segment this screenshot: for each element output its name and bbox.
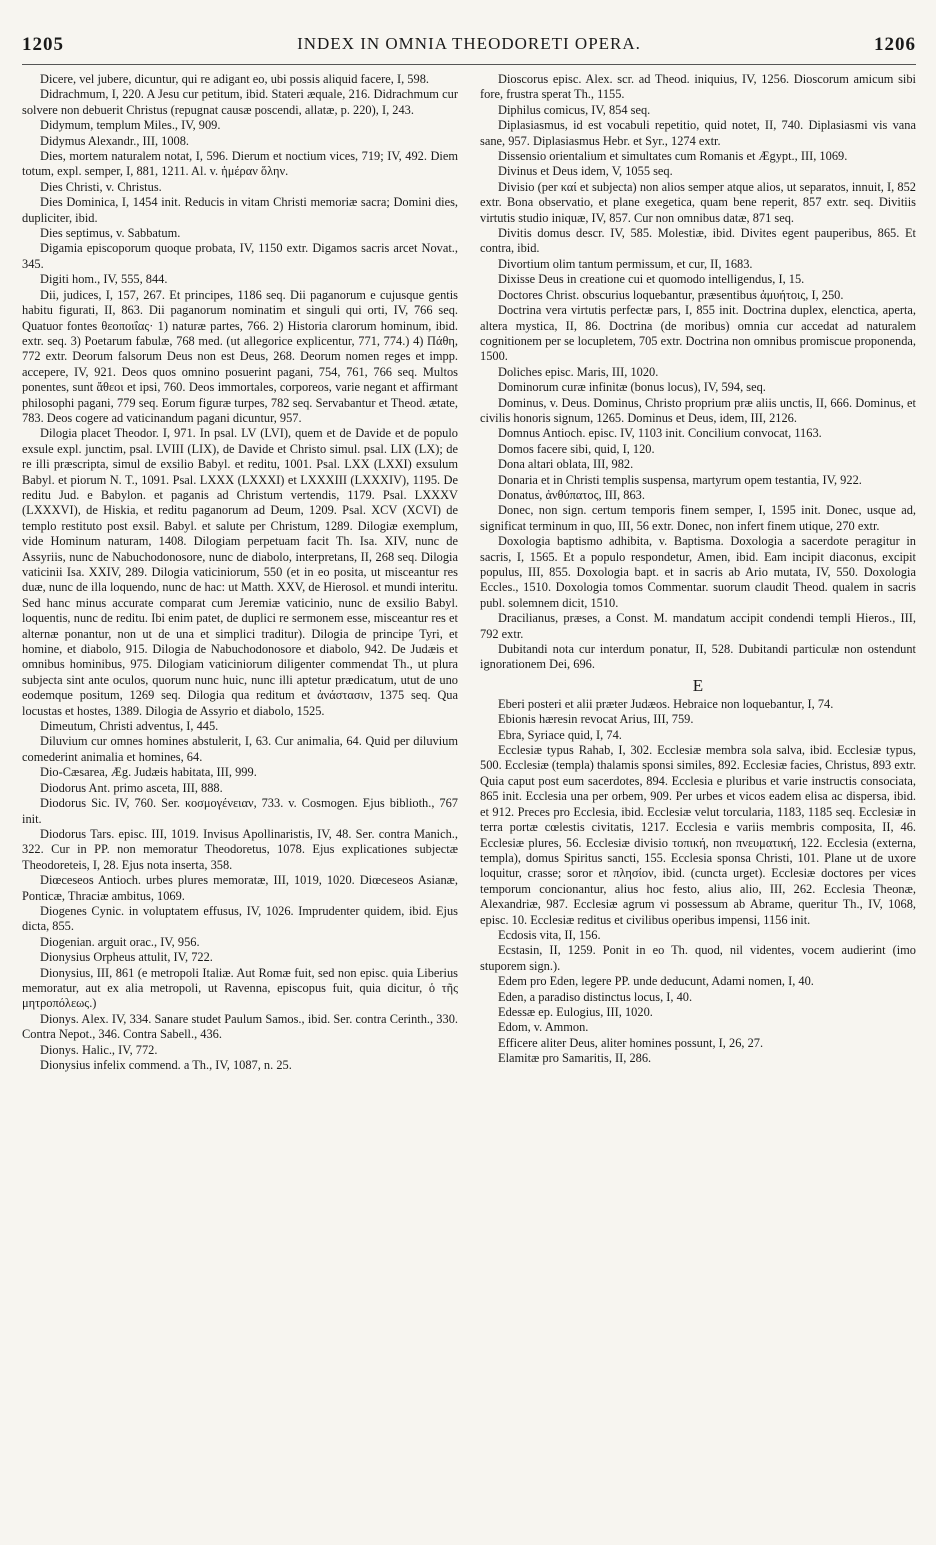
- index-entry: Donaria et in Christi templis suspensa, martyrum opem testantia, IV, 922.: [498, 472, 862, 487]
- index-entry: Dissensio orientalium et simultates cum Romanis et Ægypt., III, 1069.: [498, 149, 848, 164]
- page-header: [22, 34, 916, 60]
- index-entry: Dixisse Deus in creatione cui et quomodo intelligendus, I, 15.: [498, 272, 805, 287]
- index-entry: Edessæ ep. Eulogius, III, 1020.: [498, 1004, 653, 1019]
- index-entry: Dies, mortem naturalem notat, I, 596. Dierum et noctium vices, 719; IV, 492. Diem totum, expl. semper, I, 881, 1211. Al. v. ἡμέραν ὅλην.: [22, 149, 458, 179]
- index-entry: Ecdosis vita, II, 156.: [498, 927, 601, 942]
- index-entry: Dies Christi, v. Christus.: [40, 179, 162, 194]
- index-entry: Dominorum curæ infinitæ (bonus locus), IV, 594, seq.: [498, 380, 766, 395]
- index-entry: Dionys. Halic., IV, 772.: [40, 1042, 158, 1057]
- index-entry: Diodorus Tars. episc. III, 1019. Invisus Apollinaristis, IV, 48. Ser. contra Manich., 322. Cur in PP. non memoratur Theodoretus, 1078. Ejus explicationes subjectæ Theodoreteis, I, 28. Ejus nota inserta, 358.: [22, 826, 458, 872]
- index-entry: Dominus, v. Deus. Dominus, Christo proprium præ aliis unctis, II, 666. Dominus, et civilis honoris signum, 1265. Dominus et Deus, idem, III, 2126.: [480, 395, 916, 425]
- index-entry: Dionysius, III, 861 (e metropoli Italiæ. Aut Romæ fuit, sed non episc. quia Liberius memoratur, aut ex alia metropoli, ut Ravenna, episcopus fuit, quia dicitur, ὁ τῆς μητροπόλεως.): [22, 965, 458, 1011]
- index-entry: Ecclesiæ typus Rahab, I, 302. Ecclesiæ membra sola salva, ibid. Ecclesiæ typus, 500. Ecclesiæ (templa) thalamis sponsi similes, 892. Ecclesiæ facies, Christus, 893 extr. Quia caput post eum sacerdotes, 894. Ecclesia e pluribus et varie instructis consociata, 865 init. Ecclesia una per orbem, 909. Per urbes et vicos eadem elisa ac dispersa, ibid. et 912. Preces pro Ecclesia, ibid. Ecclesiæ velut torcularia, 1183, 1185 seq. Ecclesiæ in terra portæ cœlestis civitatis, 1217. Ecclesia e variis membris composita, II, 46. Ecclesiæ plures, 56. Ecclesiæ divisio τοπική, non πνευματική, 122. Ecclesia (externa, templa), domus Spiritus sancti, 155. Ecclesia sponsa Christi, 101. Plane ut de uxore loquitur, crasse; soror et πλησίον, ibid. (cuncta urget). Ecclesiæ doctores per vices temporum concionantur, alius hoc festo, alius alio, III, 262. Ecclesia Theonæ, Alexandriæ, 987. Ecclesiæ agrum vi possessum ab Abrame, queritur Th., IV, 1068, episc. 10. Ecclesiæ reditus et civilibus operibus impensi, 1156 init.: [480, 743, 917, 927]
- index-entry: Dubitandi nota cur interdum ponatur, II, 528. Dubitandi particulæ non ostendunt ignorationem Dei, 696.: [480, 642, 916, 672]
- index-entry: Elamitæ pro Samaritis, II, 286.: [498, 1051, 652, 1066]
- index-entry: Diœceseos Antioch. urbes plures memoratæ, III, 1019, 1020. Diœceseos Asianæ, Ponticæ, Thraciæ ambitus, 1069.: [22, 873, 458, 903]
- index-entry: Donec, non sign. certum temporis finem semper, I, 1595 init. Donec, usque ad, significat terminum in quo, III, 56 extr. Donec, non infert finem utique, 270 extr.: [480, 503, 916, 533]
- index-entry: Dionysius infelix commend. a Th., IV, 1087, n. 25.: [40, 1058, 292, 1072]
- index-entry: Domnus Antioch. episc. IV, 1103 init. Concilium convocat, 1163.: [498, 426, 822, 441]
- page-number-left: 1205: [22, 34, 64, 55]
- index-entry: Ebionis hæresin revocat Arius, III, 759.: [498, 712, 694, 727]
- header-rule: [22, 64, 916, 65]
- index-entry: Dionysius Orpheus attulit, IV, 722.: [40, 950, 213, 965]
- index-entry: Dimeutum, Christi adventus, I, 445.: [40, 719, 219, 734]
- index-entry: Diodorus Ant. primo asceta, III, 888.: [40, 780, 223, 795]
- index-entry: Divisio (per καί et subjecta) non alios semper atque alios, ut separatos, innuit, I, 852 extr. Bona observatio, et plane exegetica, quam bene reperit, 857 extr. seq. Divitiis virtutis studio iniquæ, IV, 857. Cur non omnibus datæ, 871 seq.: [480, 179, 916, 225]
- index-entry: Ecstasin, II, 1259. Ponit in eo Th. quod, nil videntes, vocem audierint (imo stuporem sign.).: [480, 943, 916, 973]
- index-entry: Doxologia baptismo adhibita, v. Baptisma. Doxologia a sacerdote peragitur in sacris, I, 1565. Et a populo respondetur, Amen, ibid. Eam incipit diaconus, excipit populus, III, 855. Doxologia bapt. et in sacris ab Ario mutata, IV, 550. Doxologia Eccles., 1510. Doxologia tomos Commentar. suorum claudit Theod. qualem in sacris publ. solemnem dicit, 1510.: [480, 534, 916, 610]
- index-entry: Edem pro Eden, legere PP. unde deducunt, Adami nomen, I, 40.: [498, 974, 814, 989]
- left-column: [22, 72, 458, 1073]
- index-entry: Divortium olim tantum permissum, et cur, II, 1683.: [498, 256, 753, 271]
- index-entry: Domos facere sibi, quid, I, 120.: [498, 441, 655, 456]
- index-entry: Dio-Cæsarea, Æg. Judæis habitata, III, 999.: [40, 765, 257, 780]
- index-entry: Dioscorus episc. Alex. scr. ad Theod. iniquius, IV, 1256. Dioscorum amicum sibi fore, frustra sperat Th., 1155.: [480, 72, 916, 102]
- index-entry: Doctores Christ. obscurius loquebantur, præsentibus ἀμυήτοις, I, 250.: [498, 287, 844, 302]
- index-entry: Digamia episcoporum quoque probata, IV, 1150 extr. Digamos sacris arcet Novat., 345.: [22, 241, 458, 271]
- index-entry: Divitis domus descr. IV, 585. Molestiæ, ibid. Divites egent pauperibus, 865. Et contra, ibid.: [480, 226, 916, 256]
- right-column: [480, 72, 916, 1073]
- index-entry: Diogenian. arguit orac., IV, 956.: [40, 934, 200, 949]
- index-entry: Didymus Alexandr., III, 1008.: [40, 133, 190, 148]
- index-entry: Digiti hom., IV, 555, 844.: [40, 272, 168, 287]
- index-entry: Dilogia placet Theodor. I, 971. In psal. LV (LVI), quem et de Davide et de populo exsule expl. junctim, psal. LVIII (LIX), de Davide et Christo simul. psal. LIX (LX); de re illi præscripta, simul de exsilio Babyl. et reditu, 1001. Psal. LXX (LXXI) exsulum Babyl. et piorum N. T., 1091. Psal. LXXX (LXXXI) et LXXXIII (LXXXIV), 1195. De reditu Jud. e Babylon. et paganis ad Christum vertendis, 1179. Psal. LXXXV (LXXXVI), de Hiskia, et reditu paganorum ad Deum, 1209. Psal. XCV (XCVI) de templo restituto post exsil. Babyl. et salute per Christum, 1289. Dilogiæ exemplum, vide Hominum naturam, 1408. Dilogiam perpetuam facit Th. Isa. XIV, nunc de Assyriis, nunc de Nabuchodonosore, nunc de diabolo, interpretans, II, 268 seq. Dilogia vaticinii Isa. XXIV, 289. Dilogia vaticiniorum, 550 (et in eo posita, ut misceantur res duæ, nunc de illa loquendo, nunc de hac: ut Matth. XXV, de Hierosol. et mundi interitu. Sed hanc minus accurate comparat cum Jeremiæ vaticinio, nunc de exsilio Babyl. loquentis, nunc de reditu. Ibi enim patet, de duplici re sermonem esse, misceantur res et alternæ ponantur, non ut de una et simplici traditur). Dilogia de principe Tyri, et homine, et diabolo, 915. Dilogia de Nabuchodonosore et diabolo, 942. De Judæis et omnibus hominibus, 975. Dilogiam vaticiniorum diligenter commendat Th., ut plura subjecta sint ante oculos, quorum nunc huic, nunc illi aptetur prædicatum, utut de uno eodemque positum, 1269 seq. Dilogia qua reditum et ἀνάστασιν, 1375 seq. Qua locustas et hostes, 1389. Dilogia de Assyrio et diabolo, 1525.: [22, 426, 458, 718]
- index-entry: Diogenes Cynic. in voluptatem effusus, IV, 1026. Imprudenter quidem, ibid. Ejus dicta, 855.: [22, 903, 458, 934]
- page-number-right: 1206: [874, 34, 916, 55]
- index-entry: Dionys. Alex. IV, 334. Sanare studet Paulum Samos., ibid. Ser. contra Cerinth., 330. Contra Nepot., 346. Contra Sabell., 436.: [22, 1011, 458, 1042]
- section-letter: E: [692, 675, 704, 695]
- index-entry: Edom, v. Ammon.: [498, 1020, 589, 1035]
- running-title: INDEX IN OMNIA THEODORETI OPERA.: [297, 34, 641, 53]
- index-entry: Eberi posteri et alii præter Judæos. Hebraice non loquebantur, I, 74.: [498, 696, 834, 711]
- index-entry: Donatus, ἀνθύπατος, III, 863.: [498, 487, 645, 502]
- index-entry: Efficere aliter Deus, aliter homines possunt, I, 26, 27.: [498, 1035, 764, 1050]
- index-columns: [22, 72, 916, 1073]
- index-entry: Diluvium cur omnes homines abstulerit, I, 63. Cur animalia, 64. Quid per diluvium comederint animalia et homines, 64.: [22, 734, 458, 764]
- index-entry: Didrachmum, I, 220. A Jesu cur petitum, ibid. Stateri æquale, 216. Didrachmum cur solvere non debuerit Christus (repugnat causæ poscendi, allatæ, p. 220), I, 243.: [22, 87, 458, 117]
- index-entry: Dii, judices, I, 157, 267. Et principes, 1186 seq. Dii paganorum e cujusque gentis habitu figurati, II, 863. Dii paganorum nominatim et singuli qui orti, IV, 766 seq. Quatuor fontes θεοποιΐας· 1) naturæ partes, 766. 2) Historia clarorum hominum, ibid. extr. seq. 3) Poetarum fabulæ, 768 med. (ut allegorice explicentur, 771, 774.) 4) Πάθη, 772 extr. Deorum falsorum Deus non est Deus, 268. Deorum nomen reges et impp. accepere, IV, 921. Deos quos omnino posuerint pagani, 754, 761, 766 seq. Multos ponentes, sunt ἄθεοι et ipsi, 760. Deos immortales, corporeos, varie negant et affirmant philosophi pagani, 779 seq. Eorum figuræ turpes, 782 seq. Servabantur et Theod. ætate, 783. Deos cogere ad vaticinandum pagani dicuntur, 957.: [22, 287, 458, 425]
- index-entry: Ebra, Syriace quid, I, 74.: [498, 727, 622, 742]
- index-entry: Divinus et Deus idem, V, 1055 seq.: [498, 164, 673, 179]
- index-entry: Dracilianus, præses, a Const. M. mandatum accipit condendi templi Hieros., III, 792 extr.: [480, 611, 916, 641]
- index-entry: Doliches episc. Maris, III, 1020.: [498, 364, 659, 379]
- index-entry: Dicere, vel jubere, dicuntur, qui re adigant eo, ubi possis aliquid facere, I, 598.: [40, 72, 429, 86]
- index-entry: Dies Dominica, I, 1454 init. Reducis in vitam Christi memoriæ sacra; Domini dies, dupliciter, ibid.: [22, 195, 458, 225]
- index-entry: Diphilus comicus, IV, 854 seq.: [498, 102, 651, 117]
- index-entry: Dies septimus, v. Sabbatum.: [40, 226, 181, 241]
- index-entry: Diplasiasmus, id est vocabuli repetitio, quid notet, II, 740. Diplasiasmi vis vana sane, 957. Diplasiasmus Hebr. et Syr., 1274 extr.: [480, 118, 916, 148]
- index-entry: Dona altari oblata, III, 982.: [498, 457, 634, 472]
- index-entry: Eden, a paradiso distinctus locus, I, 40.: [498, 989, 693, 1004]
- index-entry: Doctrina vera virtutis perfectæ pars, I, 855 init. Doctrina duplex, elenctica, aperta, altera mystica, II, 86. Doctrina (de moribus) omnia cur accedat ad naturalem cognitionem per se locupletem, 705 extr. Doctrina non omnibus promiscue proponenda, 1500.: [480, 303, 916, 364]
- index-entry: Didymum, templum Miles., IV, 909.: [40, 118, 221, 133]
- index-entry: Diodorus Sic. IV, 760. Ser. κοσμογένειαν, 733. v. Cosmogen. Ejus biblioth., 767 init.: [22, 796, 458, 826]
